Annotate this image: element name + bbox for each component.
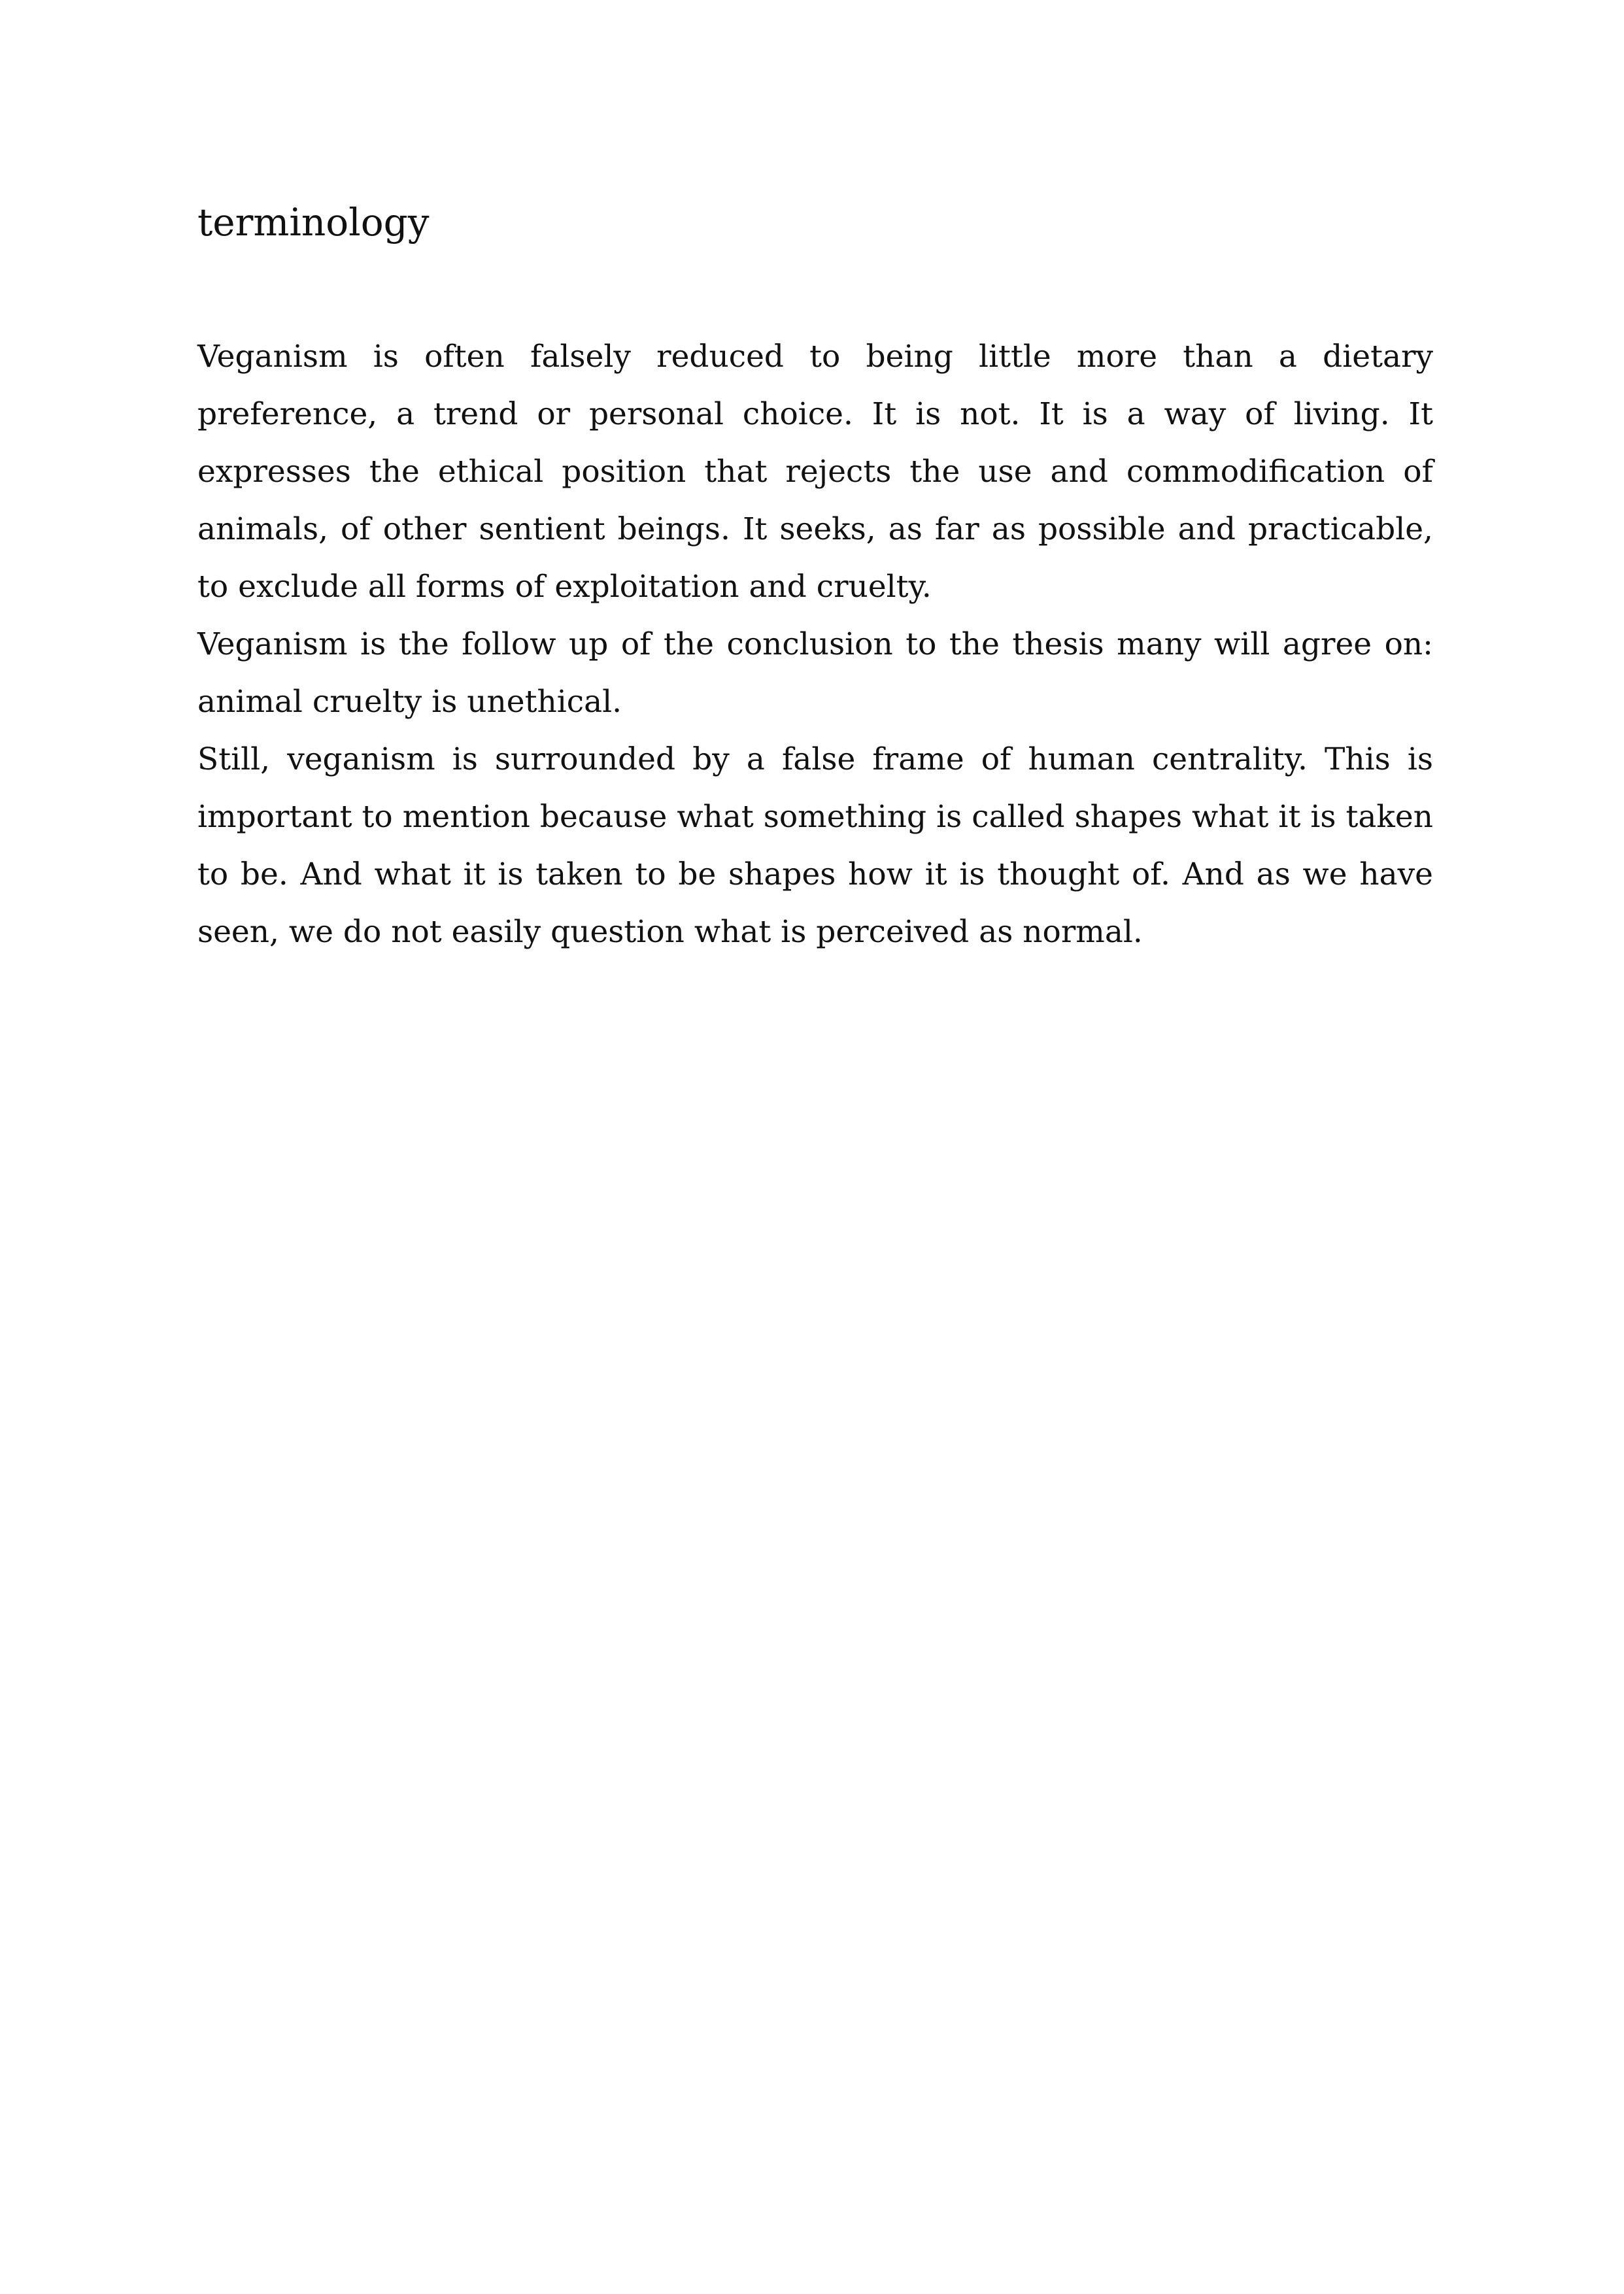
paragraph-definition: Veganism is often falsely reduced to being little more than a dietary preference, a trend or personal choice. It is not. It is a way of living. It expresses the ethical position that rejects the use and commodification of animals, of other sentient beings. It seeks, as far as possible and practicable, to exclude all forms of exploitation and cruelty. — [197, 339, 1433, 605]
paragraph-human-centrality: Still, veganism is surrounded by a false frame of human centrality. This is important to mention because what something is called shapes what it is taken to be. And what it is taken to be shapes how it is thought of. And as we have seen, we do not easily question what is perceived as normal. — [197, 741, 1433, 950]
section-heading: terminology — [197, 200, 430, 245]
paragraph-conclusion: Veganism is the follow up of the conclusion to the thesis many will agree on: animal cruelty is unethical. — [197, 626, 1433, 720]
body-text — [197, 328, 1433, 961]
